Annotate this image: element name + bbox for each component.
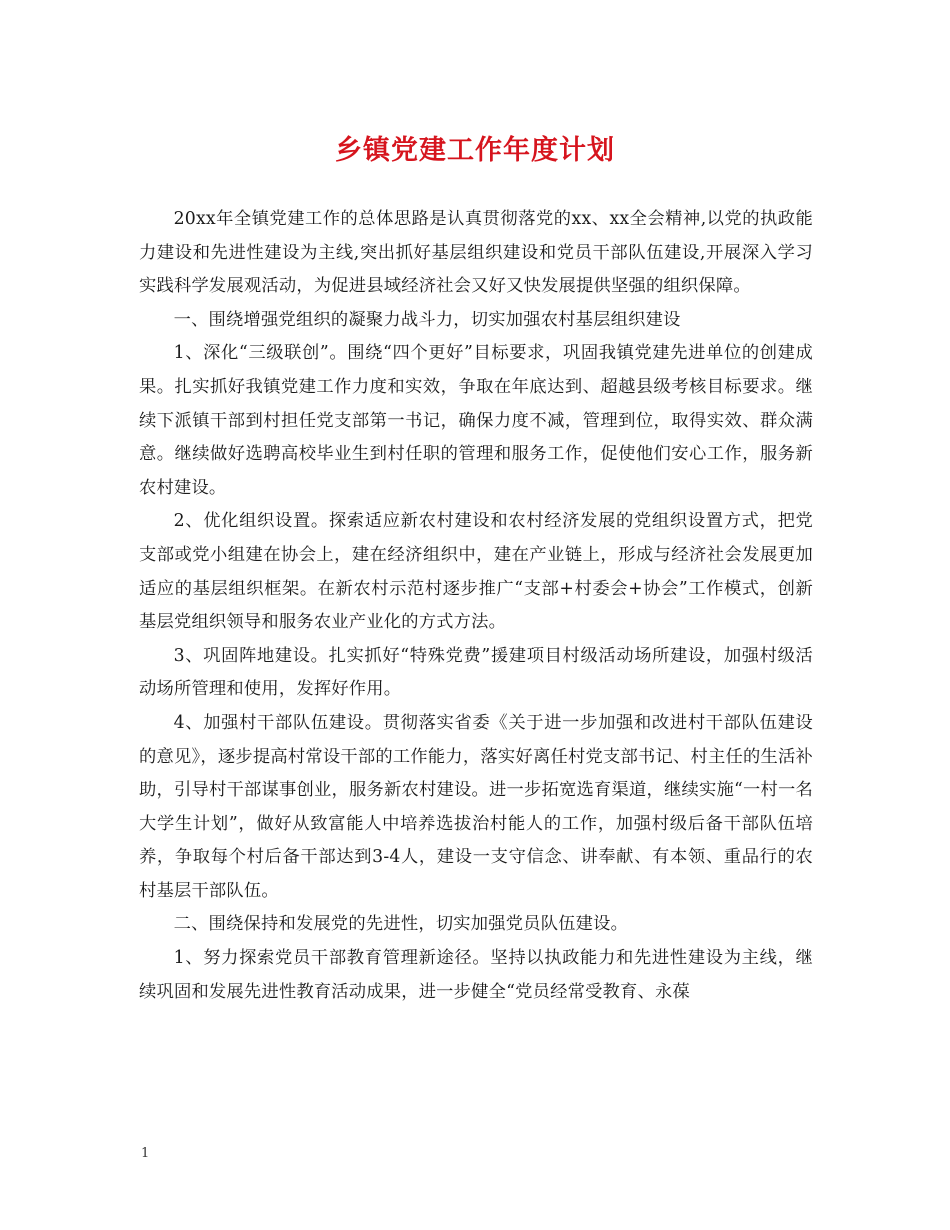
- document-body: [139, 203, 813, 1009]
- paragraph-item-1-2: 2、优化组织设置。探索适应新农村建设和农村经济发展的党组织设置方式，把党支部或党小组建在协会上，建在经济组织中，建在产业链上，形成与经济社会发展更加适应的基层组织框架。在新农村示范村逐步推广“支部+村委会+协会”工作模式，创新基层党组织领导和服务农业产业化的方式方法。: [139, 511, 813, 633]
- section-heading-1: 一、围绕增强党组织的凝聚力战斗力，切实加强农村基层组织建设: [173, 309, 681, 330]
- paragraph-item-1-3: 3、巩固阵地建设。扎实抓好“特殊党费”援建项目村级活动场所建设，加强村级活动场所管理和使用，发挥好作用。: [139, 645, 813, 700]
- document-title: 乡镇党建工作年度计划: [335, 135, 615, 166]
- paragraph-item-1-4: 4、加强村干部队伍建设。贯彻落实省委《关于进一步加强和改进村干部队伍建设的意见》，逐步提高村常设干部的工作能力，落实好离任村党支部书记、村主任的生活补助，引导村干部谋事创业，服务新农村建设。进一步拓宽选育渠道，继续实施“一村一名大学生计划”，做好从致富能人中培养选拔治村能人的工作，加强村级后备干部队伍培养，争取每个村后备干部达到3-4人，建设一支守信念、讲奉献、有本领、重品行的农村基层干部队伍。: [139, 712, 813, 901]
- section-heading-2: 二、围绕保持和发展党的先进性，切实加强党员队伍建设。: [173, 914, 629, 935]
- paragraph-item-1-1: 1、深化“三级联创”。围绕“四个更好”目标要求，巩固我镇党建先进单位的创建成果。扎实抓好我镇党建工作力度和实效，争取在年底达到、超越县级考核目标要求。继续下派镇干部到村担任党支部第一书记，确保力度不减，管理到位，取得实效、群众满意。继续做好选聘高校毕业生到村任职的管理和服务工作，促使他们安心工作，服务新农村建设。: [139, 343, 813, 498]
- paragraph-intro: 20xx年全镇党建工作的总体思路是认真贯彻落党的xx、xx全会精神,以党的执政能力建设和先进性建设为主线,突出抓好基层组织建设和党员干部队伍建设,开展深入学习实践科学发展观活动，为促进县域经济社会又好又快发展提供坚强的组织保障。: [139, 209, 813, 297]
- paragraph-item-2-1: 1、努力探索党员干部教育管理新途径。坚持以执政能力和先进性建设为主线，继续巩固和发展先进性教育活动成果，进一步健全“党员经常受教育、永葆: [139, 948, 813, 1002]
- page-number: 1: [141, 1146, 150, 1161]
